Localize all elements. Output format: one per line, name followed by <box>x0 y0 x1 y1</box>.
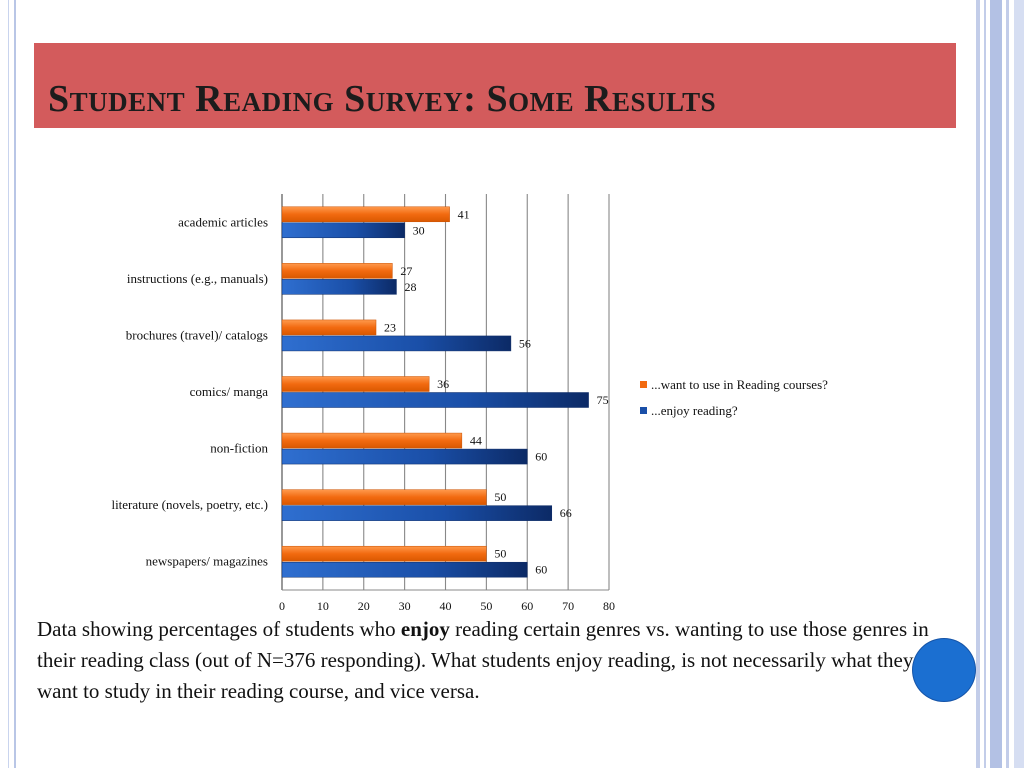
data-label: 27 <box>400 263 413 278</box>
data-label: 30 <box>412 223 425 238</box>
x-tick-label: 80 <box>603 599 615 613</box>
category-label: brochures (travel)/ catalogs <box>125 327 268 343</box>
category-label: literature (novels, poetry, etc.) <box>111 497 268 513</box>
data-label: 36 <box>437 377 450 391</box>
legend-swatch <box>640 407 647 414</box>
x-tick-label: 40 <box>439 599 452 613</box>
category-label: comics/ manga <box>189 384 268 399</box>
category-label: academic articles <box>178 214 268 230</box>
bar-want-to-use <box>282 490 486 505</box>
x-tick-label: 20 <box>357 599 370 613</box>
caption-text <box>37 614 957 707</box>
bar-want-to-use <box>282 263 392 278</box>
slide-title: Student Reading Survey: Some Results <box>48 78 717 120</box>
bar-enjoy-reading <box>282 562 527 577</box>
data-label: 56 <box>518 336 531 351</box>
data-label: 75 <box>596 393 609 407</box>
data-label: 50 <box>494 546 507 561</box>
data-label: 66 <box>559 506 572 521</box>
category-label: newspapers/ magazines <box>145 553 268 569</box>
caption-part1: Data showing percentages of students who <box>37 617 401 641</box>
chart-gridlines <box>282 194 609 590</box>
data-label: 60 <box>535 562 548 577</box>
bar-enjoy-reading <box>282 506 552 521</box>
chart-bars <box>282 207 589 577</box>
x-tick-label: 10 <box>316 599 329 613</box>
category-label: instructions (e.g., manuals) <box>126 270 268 286</box>
bar-enjoy-reading <box>282 223 405 238</box>
bar-want-to-use <box>282 320 376 335</box>
data-label: 44 <box>469 433 482 448</box>
legend-label: ...enjoy reading? <box>651 403 738 418</box>
x-tick-label: 30 <box>398 599 411 613</box>
bar-enjoy-reading <box>282 393 589 408</box>
chart-legend <box>640 377 828 418</box>
x-tick-label: 50 <box>480 599 493 613</box>
bar-want-to-use <box>282 207 450 222</box>
legend-swatch <box>640 381 647 388</box>
bar-enjoy-reading <box>282 279 396 294</box>
data-label: 41 <box>457 207 470 222</box>
x-tick-label: 70 <box>562 599 575 613</box>
data-label: 60 <box>535 449 548 464</box>
data-label: 50 <box>494 490 507 505</box>
decorative-circle <box>913 639 975 701</box>
x-tick-label: 0 <box>279 599 285 613</box>
bar-enjoy-reading <box>282 336 511 351</box>
data-label: 28 <box>404 279 417 294</box>
x-tick-label: 60 <box>521 599 534 613</box>
bar-want-to-use <box>282 377 429 392</box>
caption-part2: reading certain genres vs. wanting to use those genres in their reading class (out of N=376 responding). What students enjoy reading, is not necessarily what they want to study in their reading course, and vice versa. <box>37 617 929 703</box>
caption-bold-word: enjoy <box>400 617 450 641</box>
bar-enjoy-reading <box>282 449 527 464</box>
legend-label: ...want to use in Reading courses? <box>651 377 828 392</box>
data-label: 23 <box>384 320 397 335</box>
bar-want-to-use <box>282 546 486 561</box>
bar-want-to-use <box>282 433 462 448</box>
category-label: non-fiction <box>210 440 268 456</box>
